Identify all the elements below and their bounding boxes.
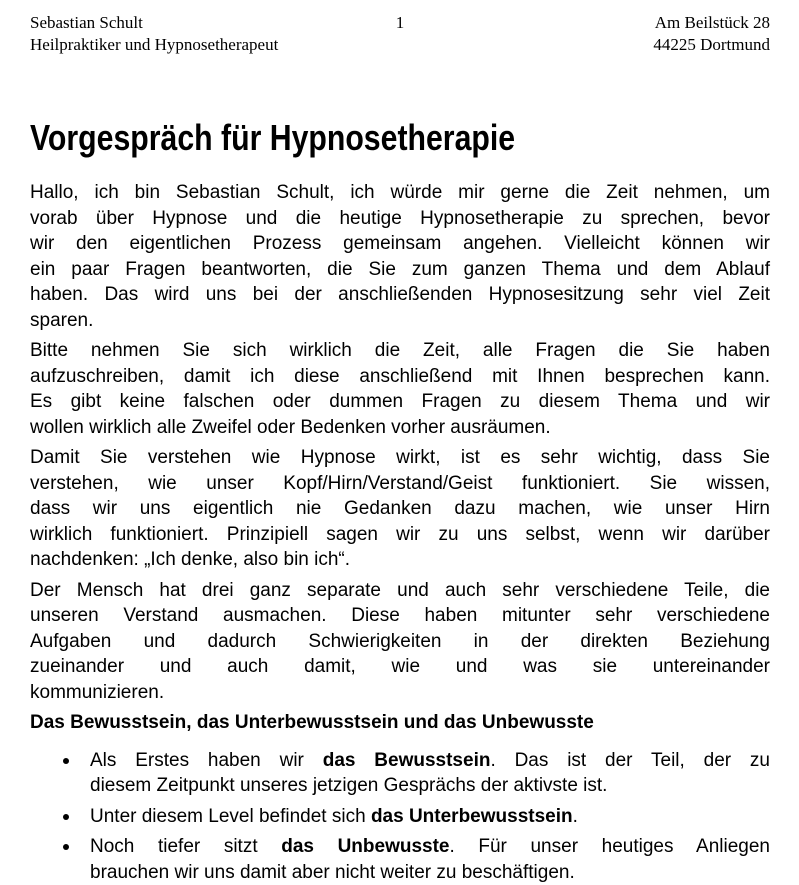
bullet-icon xyxy=(63,814,69,820)
text-line: vorab über Hypnose und die heutige Hypnosetherapie zu sprechen, bevor xyxy=(30,206,770,232)
text-line: dass wir uns eigentlich nie Gedanken dazu machen, wie unser Hirn xyxy=(30,496,770,522)
bullet-icon xyxy=(63,844,69,850)
text-line: Als Erstes haben wir das Bewusstsein. Das ist der Teil, der zu xyxy=(90,748,770,774)
text-line: zueinander und auch damit, wie und was sie untereinander xyxy=(30,654,770,680)
page-number: 1 xyxy=(330,12,470,56)
text-line: Der Mensch hat drei ganz separate und auch sehr verschiedene Teile, die xyxy=(30,578,770,604)
author-profession: Heilpraktiker und Hypnosetherapeut xyxy=(30,34,330,56)
text-line: Noch tiefer sitzt das Unbewusste. Für unser heutiges Anliegen xyxy=(90,834,770,860)
text-line: verstehen, wie unser Kopf/Hirn/Verstand/Geist funktioniert. Sie wissen, xyxy=(30,471,770,497)
text-line: unseren Verstand ausmachen. Diese haben mitunter sehr verschiedene xyxy=(30,603,770,629)
text-line: Es gibt keine falschen oder dummen Fragen zu diesem Thema und wir xyxy=(30,389,770,415)
paragraph-how-hypnosis-works xyxy=(30,445,770,573)
text-line: sparen. xyxy=(30,308,770,334)
text-line: Aufgaben und dadurch Schwierigkeiten in der direkten Beziehung xyxy=(30,629,770,655)
text-line-clipped: brauchen wir uns damit aber nicht weiter zu beschäftigen. xyxy=(90,860,770,885)
text-line: Bitte nehmen Sie sich wirklich die Zeit, alle Fragen die Sie haben xyxy=(30,338,770,364)
bullet-icon xyxy=(63,758,69,764)
text-line: wirklich funktioniert. Prinzipiell sagen wir zu uns selbst, wenn wir darüber xyxy=(30,522,770,548)
section-heading: Das Bewusstsein, das Unterbewusstsein und das Unbewusste xyxy=(30,710,770,736)
paragraph-questions xyxy=(30,338,770,440)
document-title: Vorgespräch für Hypnosetherapie xyxy=(30,120,652,156)
text-line: ein paar Fragen beantworten, die Sie zum ganzen Thema und dem Ablauf xyxy=(30,257,770,283)
address-street: Am Beilstück 28 xyxy=(470,12,770,34)
text-line: kommunizieren. xyxy=(30,680,770,706)
text-line: wollen wirklich alle Zweifel oder Bedenken vorher ausräumen. xyxy=(30,415,770,441)
address-city: 44225 Dortmund xyxy=(470,34,770,56)
text-line: diesem Zeitpunkt unseres jetzigen Gesprächs der aktivste ist. xyxy=(90,773,770,799)
text-line: Damit Sie verstehen wie Hypnose wirkt, ist es sehr wichtig, dass Sie xyxy=(30,445,770,471)
paragraph-three-parts xyxy=(30,578,770,706)
bullet-item-unbewusste xyxy=(30,834,770,885)
text-line: aufzuschreiben, damit ich diese anschließend mit Ihnen besprechen kann. xyxy=(30,364,770,390)
header-address-block xyxy=(470,12,770,56)
author-name: Sebastian Schult xyxy=(30,12,330,34)
paragraph-intro xyxy=(30,180,770,333)
bullet-item-unterbewusstsein xyxy=(30,804,770,830)
page-header xyxy=(30,0,770,56)
bullet-item-bewusstsein xyxy=(30,748,770,799)
document-body xyxy=(30,180,770,885)
text-line: Unter diesem Level befindet sich das Unterbewusstsein. xyxy=(90,804,770,830)
text-line: Hallo, ich bin Sebastian Schult, ich würde mir gerne die Zeit nehmen, um xyxy=(30,180,770,206)
text-line: haben. Das wird uns bei der anschließenden Hypnosesitzung sehr viel Zeit xyxy=(30,282,770,308)
text-line: wir den eigentlichen Prozess gemeinsam angehen. Vielleicht können wir xyxy=(30,231,770,257)
text-line: nachdenken: „Ich denke, also bin ich“. xyxy=(30,547,770,573)
header-author-block xyxy=(30,12,330,56)
